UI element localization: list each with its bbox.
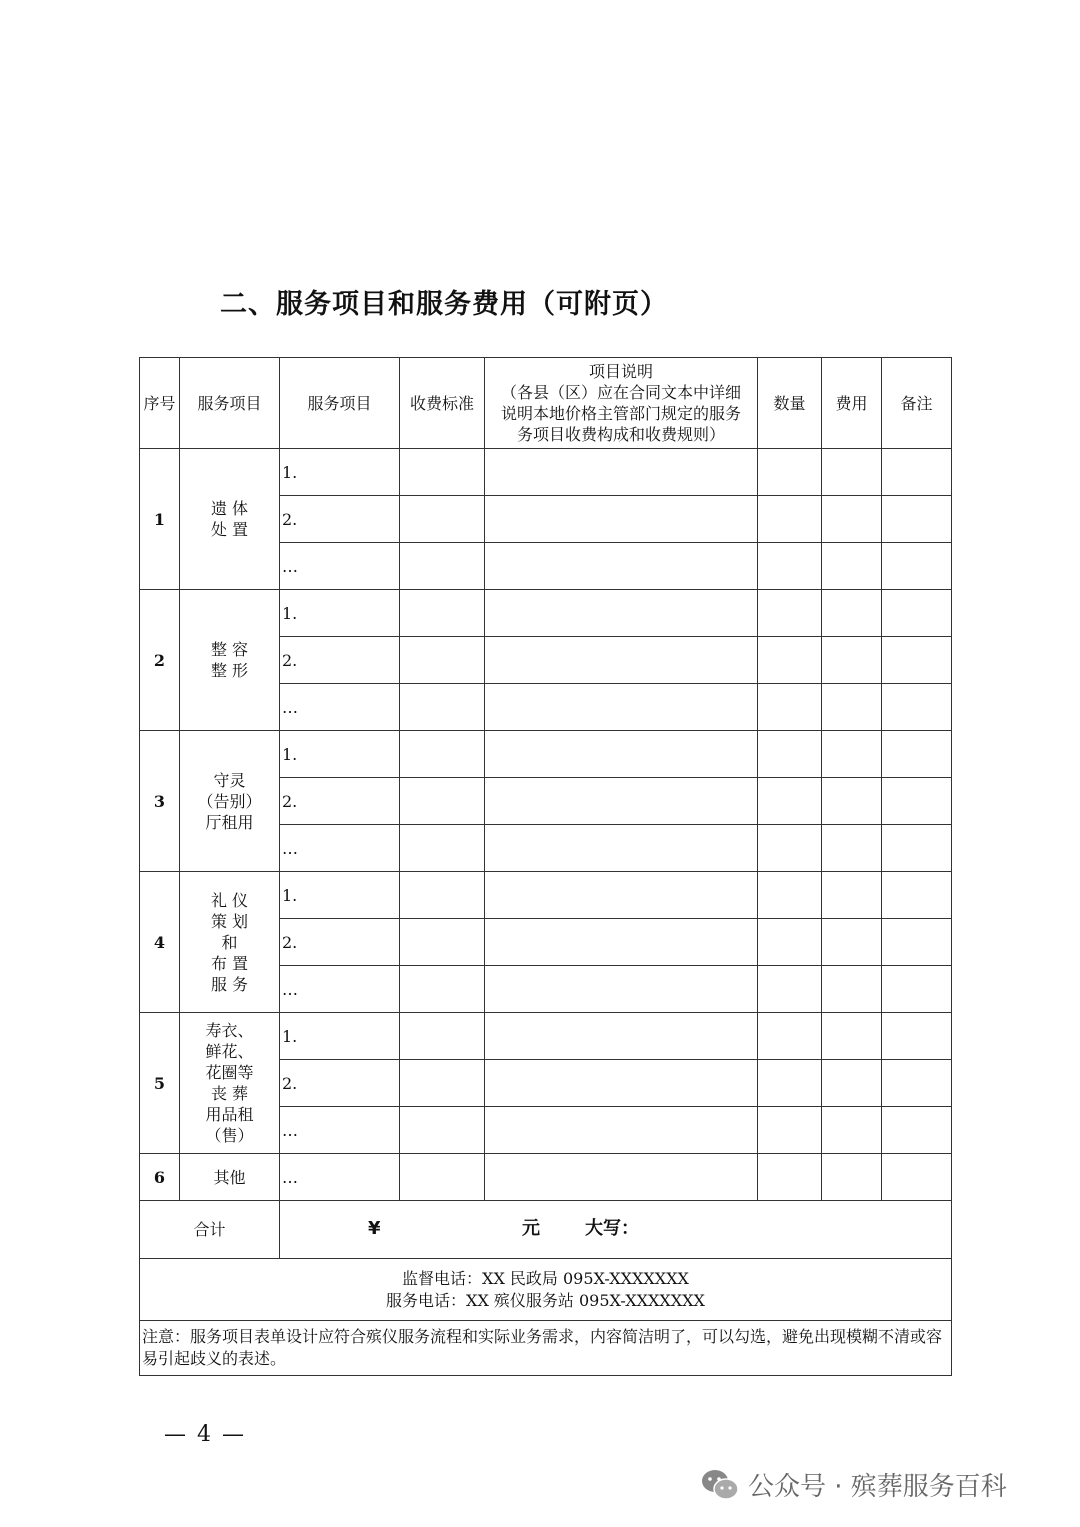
row-fee[interactable] <box>822 449 882 496</box>
header-item: 服务项目 <box>280 358 400 449</box>
header-fee: 费用 <box>822 358 882 449</box>
row-quantity[interactable] <box>758 1013 822 1060</box>
row-remark[interactable] <box>882 496 952 543</box>
row-item: … <box>280 543 400 590</box>
row-fee[interactable] <box>822 966 882 1013</box>
watermark-text: 公众号 · 殡葬服务百科 <box>748 1472 1007 1502</box>
category-line: （告别） <box>197 791 262 811</box>
row-remark[interactable] <box>882 590 952 637</box>
row-quantity[interactable] <box>758 872 822 919</box>
note-text: 注意：服务项目表单设计应符合殡仪服务流程和实际业务需求，内容简洁明了，可以勾选，避免出现模糊不清或容易引起歧义的表述。 <box>140 1321 952 1376</box>
row-item: 2. <box>280 919 400 966</box>
row-remark[interactable] <box>882 449 952 496</box>
category-line: 寿衣、 <box>205 1021 254 1040</box>
row-standard[interactable] <box>400 1154 485 1201</box>
row-description[interactable] <box>485 778 758 825</box>
row-item: 1. <box>280 731 400 778</box>
yen-symbol: ¥ <box>368 1218 381 1239</box>
row-fee[interactable] <box>822 872 882 919</box>
row-item: 1. <box>280 590 400 637</box>
row-remark[interactable] <box>882 543 952 590</box>
service-phone: 服务电话：XX 殡仪服务站 095X-XXXXXXX <box>386 1290 705 1310</box>
row-category <box>180 731 280 872</box>
row-standard[interactable] <box>400 872 485 919</box>
category-line: （售） <box>205 1126 254 1145</box>
row-remark[interactable] <box>882 1013 952 1060</box>
table-row <box>140 449 952 496</box>
row-fee[interactable] <box>822 1154 882 1201</box>
table-row <box>140 731 952 778</box>
row-standard[interactable] <box>400 449 485 496</box>
category-line: 整 容 <box>210 640 249 659</box>
category-line: 用品租 <box>205 1105 254 1124</box>
row-seq: 5 <box>140 1013 180 1154</box>
row-standard[interactable] <box>400 496 485 543</box>
row-category <box>180 1154 280 1201</box>
row-item: 2. <box>280 1060 400 1107</box>
row-standard[interactable] <box>400 590 485 637</box>
category-line: 丧 葬 <box>210 1084 249 1103</box>
header-row <box>140 358 952 449</box>
row-description[interactable] <box>485 919 758 966</box>
row-standard[interactable] <box>400 778 485 825</box>
row-fee[interactable] <box>822 637 882 684</box>
header-description-line: 务项目收费构成和收费规则） <box>516 425 725 444</box>
table-row <box>140 872 952 919</box>
row-seq: 4 <box>140 872 180 1013</box>
row-standard[interactable] <box>400 966 485 1013</box>
row-description[interactable] <box>485 449 758 496</box>
row-remark[interactable] <box>882 731 952 778</box>
section-heading: 二、服务项目和服务费用（可附页） <box>220 289 668 320</box>
row-seq: 6 <box>140 1154 180 1201</box>
row-fee[interactable] <box>822 1060 882 1107</box>
row-fee[interactable] <box>822 825 882 872</box>
row-remark[interactable] <box>882 637 952 684</box>
category-line: 其他 <box>213 1167 246 1187</box>
category-line: 服 务 <box>210 974 249 994</box>
header-description-line: （各县（区）应在合同文本中详细 <box>500 383 741 402</box>
row-quantity[interactable] <box>758 731 822 778</box>
header-description-line: 项目说明 <box>588 362 653 381</box>
note-row <box>140 1321 952 1376</box>
category-line: 整 形 <box>210 661 249 680</box>
row-quantity[interactable] <box>758 590 822 637</box>
row-item: 1. <box>280 449 400 496</box>
row-standard[interactable] <box>400 731 485 778</box>
row-quantity[interactable] <box>758 966 822 1013</box>
row-remark[interactable] <box>882 1060 952 1107</box>
row-description[interactable] <box>485 543 758 590</box>
row-item: 2. <box>280 637 400 684</box>
row-description[interactable] <box>485 684 758 731</box>
row-remark[interactable] <box>882 872 952 919</box>
row-item: … <box>280 966 400 1013</box>
row-description[interactable] <box>485 1013 758 1060</box>
total-amount-cell <box>280 1201 952 1259</box>
header-description <box>485 358 758 449</box>
row-description[interactable] <box>485 825 758 872</box>
row-quantity[interactable] <box>758 825 822 872</box>
row-category <box>180 872 280 1013</box>
wechat-icon <box>700 1468 740 1502</box>
header-remark: 备注 <box>882 358 952 449</box>
service-fee-table <box>139 357 952 1376</box>
row-seq: 1 <box>140 449 180 590</box>
row-quantity[interactable] <box>758 1154 822 1201</box>
row-description[interactable] <box>485 731 758 778</box>
table-row <box>140 1013 952 1060</box>
row-description[interactable] <box>485 637 758 684</box>
row-standard[interactable] <box>400 825 485 872</box>
row-description[interactable] <box>485 1154 758 1201</box>
page-number: — 4 — <box>164 1422 246 1447</box>
row-description[interactable] <box>485 590 758 637</box>
row-item: 1. <box>280 1013 400 1060</box>
category-line: 厅租用 <box>205 812 254 832</box>
header-seq: 序号 <box>140 358 180 449</box>
row-fee[interactable] <box>822 590 882 637</box>
row-item: 1. <box>280 872 400 919</box>
row-fee[interactable] <box>822 731 882 778</box>
row-seq: 3 <box>140 731 180 872</box>
category-line: 处 置 <box>210 520 249 539</box>
header-quantity: 数量 <box>758 358 822 449</box>
row-item: … <box>280 1154 400 1201</box>
table-row <box>140 590 952 637</box>
row-fee[interactable] <box>822 778 882 825</box>
category-line: 布 置 <box>210 953 249 973</box>
row-quantity[interactable] <box>758 496 822 543</box>
row-remark[interactable] <box>882 919 952 966</box>
phone-row <box>140 1259 952 1321</box>
row-fee[interactable] <box>822 1107 882 1154</box>
row-standard[interactable] <box>400 1060 485 1107</box>
row-description[interactable] <box>485 496 758 543</box>
row-description[interactable] <box>485 1107 758 1154</box>
row-standard[interactable] <box>400 637 485 684</box>
watermark <box>700 1466 1007 1503</box>
row-standard[interactable] <box>400 684 485 731</box>
row-fee[interactable] <box>822 684 882 731</box>
row-quantity[interactable] <box>758 449 822 496</box>
row-quantity[interactable] <box>758 1060 822 1107</box>
row-quantity[interactable] <box>758 543 822 590</box>
row-standard[interactable] <box>400 919 485 966</box>
category-line: 花圈等 <box>205 1063 254 1082</box>
row-item: … <box>280 825 400 872</box>
row-item: 2. <box>280 496 400 543</box>
category-line: 鲜花、 <box>205 1042 254 1061</box>
row-remark[interactable] <box>882 684 952 731</box>
row-description[interactable] <box>485 966 758 1013</box>
category-line: 遗 体 <box>210 499 249 518</box>
row-quantity[interactable] <box>758 1107 822 1154</box>
row-quantity[interactable] <box>758 778 822 825</box>
row-item: … <box>280 1107 400 1154</box>
header-description-line: 说明本地价格主管部门规定的服务 <box>500 404 741 423</box>
total-label: 合计 <box>140 1201 280 1259</box>
row-category <box>180 590 280 731</box>
category-line: 礼 仪 <box>210 890 249 910</box>
category-line: 守灵 <box>213 770 246 790</box>
table-row <box>140 1154 952 1201</box>
daxie-label: 大写： <box>585 1218 639 1239</box>
row-category <box>180 1013 280 1154</box>
row-fee[interactable] <box>822 496 882 543</box>
row-quantity[interactable] <box>758 684 822 731</box>
row-remark[interactable] <box>882 1107 952 1154</box>
row-remark[interactable] <box>882 825 952 872</box>
row-seq: 2 <box>140 590 180 731</box>
row-item: 2. <box>280 778 400 825</box>
phone-cell <box>140 1259 952 1321</box>
total-row <box>140 1201 952 1259</box>
row-fee[interactable] <box>822 919 882 966</box>
header-category: 服务项目 <box>180 358 280 449</box>
header-standard: 收费标准 <box>400 358 485 449</box>
supervision-phone: 监督电话：XX 民政局 095X-XXXXXXX <box>402 1268 689 1288</box>
row-remark[interactable] <box>882 778 952 825</box>
row-fee[interactable] <box>822 543 882 590</box>
row-quantity[interactable] <box>758 637 822 684</box>
category-line: 策 划 <box>210 911 249 931</box>
row-standard[interactable] <box>400 543 485 590</box>
row-description[interactable] <box>485 1060 758 1107</box>
row-quantity[interactable] <box>758 919 822 966</box>
row-remark[interactable] <box>882 1154 952 1201</box>
row-standard[interactable] <box>400 1107 485 1154</box>
row-remark[interactable] <box>882 966 952 1013</box>
row-item: … <box>280 684 400 731</box>
row-category <box>180 449 280 590</box>
row-description[interactable] <box>485 872 758 919</box>
category-line: 和 <box>221 932 238 952</box>
row-fee[interactable] <box>822 1013 882 1060</box>
yuan-label: 元 <box>522 1218 540 1239</box>
row-standard[interactable] <box>400 1013 485 1060</box>
